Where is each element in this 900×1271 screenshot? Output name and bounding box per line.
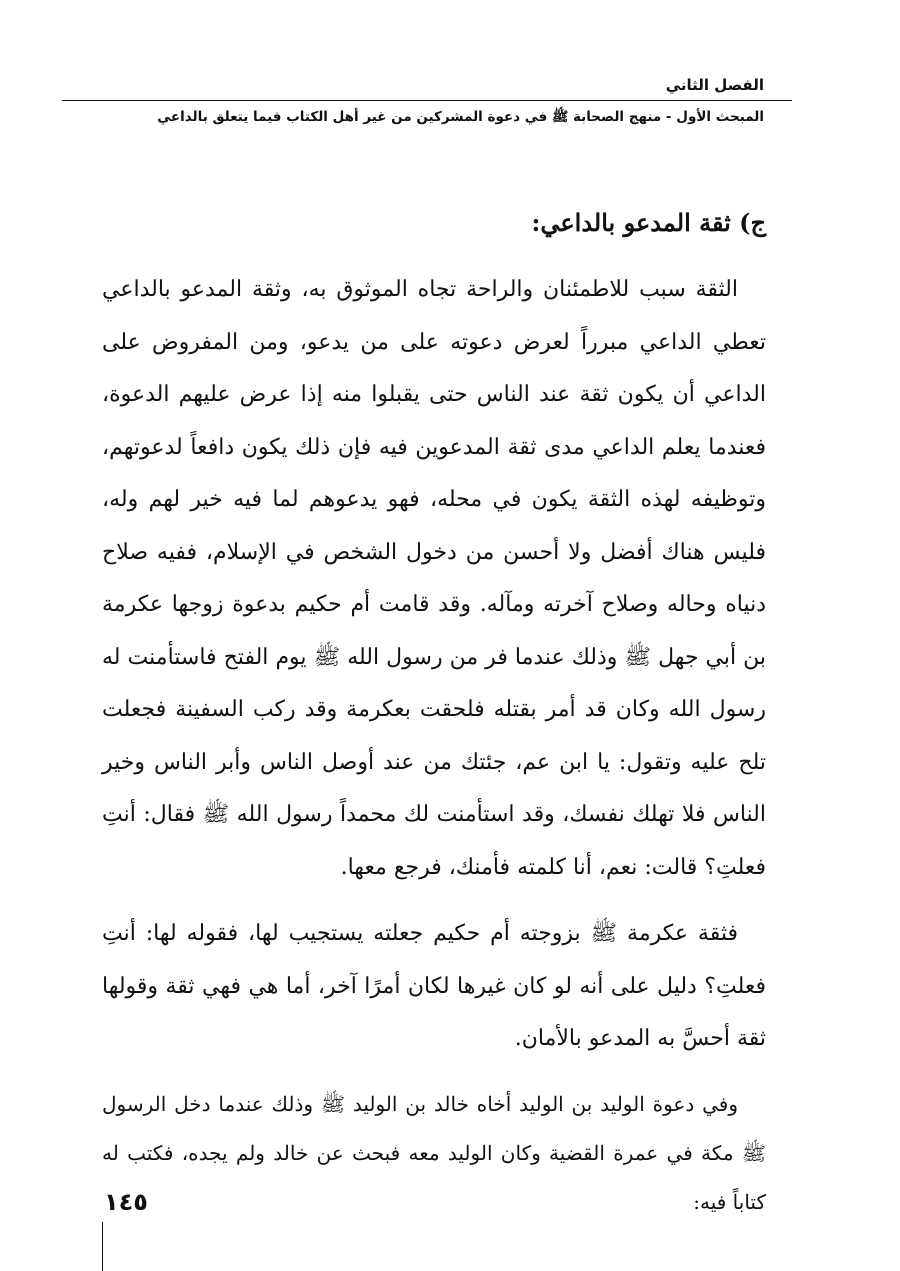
page-content	[102, 200, 766, 1241]
header-rule	[62, 100, 792, 101]
page-number: ١٤٥	[104, 1188, 148, 1216]
subsection-heading: ج) ثقة المدعو بالداعي:	[531, 208, 766, 237]
paragraph-2: فثقة عكرمة ﷺ بزوجته أم حكيم جعلته يستجيب لها، فقوله لها: أنتِ فعلتِ؟ دليل على أنه لو كان غيرها لكان أمرًا آخر، أما هي فهي ثقة وقولها ثقة أحسَّ به المدعو بالأمان.	[102, 921, 766, 1051]
running-header	[100, 74, 764, 128]
margin-rule	[102, 1222, 103, 1271]
section-title: المبحث الأول - منهج الصحابة ﷺ في دعوة المشركين من غير أهل الكتاب فيما يتعلق بالداعي	[157, 109, 764, 125]
paragraph-1: الثقة سبب للاطمئنان والراحة تجاه الموثوق به، وثقة المدعو بالداعي تعطي الداعي مبرراً لعرض دعوته على من يدعو، ومن المفروض على الداعي أن يكون ثقة عند الناس حتى يقبلوا منه إذا عرض عليهم الدعوة، فعندما يعلم الداعي مدى ثقة المدعوين فيه فإن ذلك يكون دافعاً لدعوتهم، وتوظيفه لهذه الثقة يكون في محله، فهو يدعوهم لما فيه خير لهم وله، فليس هناك أفضل ولا أحسن من دخول الشخص في الإسلام، ففيه صلاح دنياه وحاله وصلاح آخرته ومآله. وقد قامت أم حكيم بدعوة زوجها عكرمة بن أبي جهل ﷺ وذلك عندما فر من رسول الله ﷺ يوم الفتح فاستأمنت له رسول الله وكان قد أمر بقتله فلحقت بعكرمة وقد ركب السفينة فجعلت تلح عليه وتقول: يا ابن عم، جئتك من عند أوصل الناس وأبر الناس وخير الناس فلا تهلك نفسك، وقد استأمنت لك محمداً رسول الله ﷺ فقال: أنتِ فعلتِ؟ قالت: نعم، أنا كلمته فأمنك، فرجع معها.	[102, 277, 766, 880]
chapter-title: الفصل الثاني	[665, 76, 764, 94]
paragraph-3: وفي دعوة الوليد بن الوليد أخاه خالد بن الوليد ﷺ وذلك عندما دخل الرسول ﷺ مكة في عمرة القضية وكان الوليد معه فبحث عن خالد ولم يجده، فكتب له كتاباً فيه:	[102, 1091, 766, 1214]
